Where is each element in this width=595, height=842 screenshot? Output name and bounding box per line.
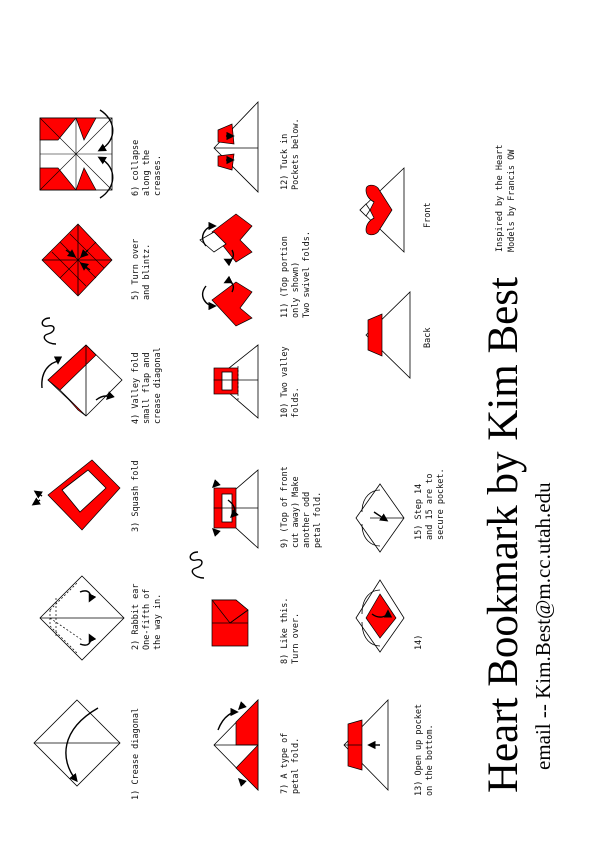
step-caption-12-line-2: Pockets below. (291, 118, 301, 190)
step-3-diagram (34, 460, 120, 530)
step-caption-10-line-2: folds. (291, 387, 301, 418)
step-caption-2-line-1: 2) Rabbit ear (131, 583, 141, 650)
step-caption-2-line-2: One-fifth of (142, 588, 152, 650)
step-7-diagram (214, 700, 258, 790)
credit-line-2: Models by Francis OW (507, 149, 517, 252)
step-14-diagram (356, 580, 404, 652)
front-label: Front (423, 202, 433, 228)
step-caption-3-line-1: 3) Squash fold (131, 460, 141, 532)
back-view-diagram (366, 292, 410, 378)
step-caption-11-line-2: only shown) (291, 261, 301, 318)
credit-line-1: Inspired by the Heart (495, 144, 505, 252)
step-caption-5-line-1: 5) Turn over (131, 238, 141, 300)
step-caption-15-line-1: 15) Step 14 (414, 483, 424, 540)
step-caption-13-line-2: on the bottom. (425, 724, 435, 796)
step-caption-9-line-2: cut away) Make (291, 476, 301, 548)
step-caption-12-line-1: 12) Tuck in (280, 133, 290, 190)
turn-over-icon (42, 318, 56, 344)
front-view-diagram (360, 168, 404, 252)
step-caption-2-line-3: the way in. (153, 593, 163, 650)
step-5-diagram (42, 224, 112, 296)
step-1-diagram (34, 700, 120, 786)
step-15-diagram (356, 484, 404, 552)
step-caption-10-line-1: 10) Two valley (280, 346, 290, 418)
step-2-diagram (40, 576, 124, 660)
step-8-diagram (212, 600, 248, 646)
step-caption-6-line-3: creases. (153, 155, 163, 196)
step-9-diagram (214, 470, 258, 548)
page-title: Heart Bookmark by Kim Best (480, 277, 527, 793)
step-caption-14-line-1: 14) (414, 634, 424, 650)
step-caption-8-line-2: Turn over. (291, 612, 301, 664)
step-caption-11-line-3: Two swivel folds. (302, 231, 312, 318)
step-caption-8-line-1: 8) Like this. (280, 597, 290, 664)
step-caption-1-line-1: 1) Crease diagonal (131, 707, 141, 800)
step-10-diagram (214, 345, 258, 418)
step-caption-5-line-2: and blintz. (142, 243, 152, 300)
step-caption-6-line-1: 6) collapse (131, 139, 141, 196)
step-4-diagram (42, 345, 122, 416)
turn-over-icon-2 (190, 552, 204, 578)
step-caption-15-line-2: and 15 are to (425, 473, 435, 540)
back-label: Back (423, 327, 433, 348)
step-caption-15-line-3: secure pocket. (436, 468, 446, 540)
step-6-diagram (40, 110, 113, 198)
step-caption-9-line-3: another odd (302, 491, 312, 548)
step-caption-13-line-1: 13) Open up pocket (414, 703, 424, 796)
step-caption-11-line-1: 11) (Top portion (280, 236, 290, 318)
step-caption-4-line-2: small flap and (142, 352, 152, 424)
step-11-diagram (200, 214, 252, 326)
step-12-diagram (214, 102, 258, 192)
step-caption-9-line-1: 9) (Top of front (280, 466, 290, 548)
step-caption-4-line-3: crease diagonal (153, 347, 163, 424)
email-address: email -- Kim.Best@m.cc.utah.edu (531, 482, 555, 770)
step-caption-6-line-2: along the (142, 149, 152, 196)
step-caption-7-line-2: petal fold. (291, 737, 301, 794)
step-caption-9-line-4: petal fold. (313, 491, 323, 548)
step-caption-4-line-1: 4) Valley fold (131, 352, 141, 424)
step-13-diagram (344, 700, 388, 790)
step-caption-7-line-1: 7) A type of (280, 732, 290, 794)
